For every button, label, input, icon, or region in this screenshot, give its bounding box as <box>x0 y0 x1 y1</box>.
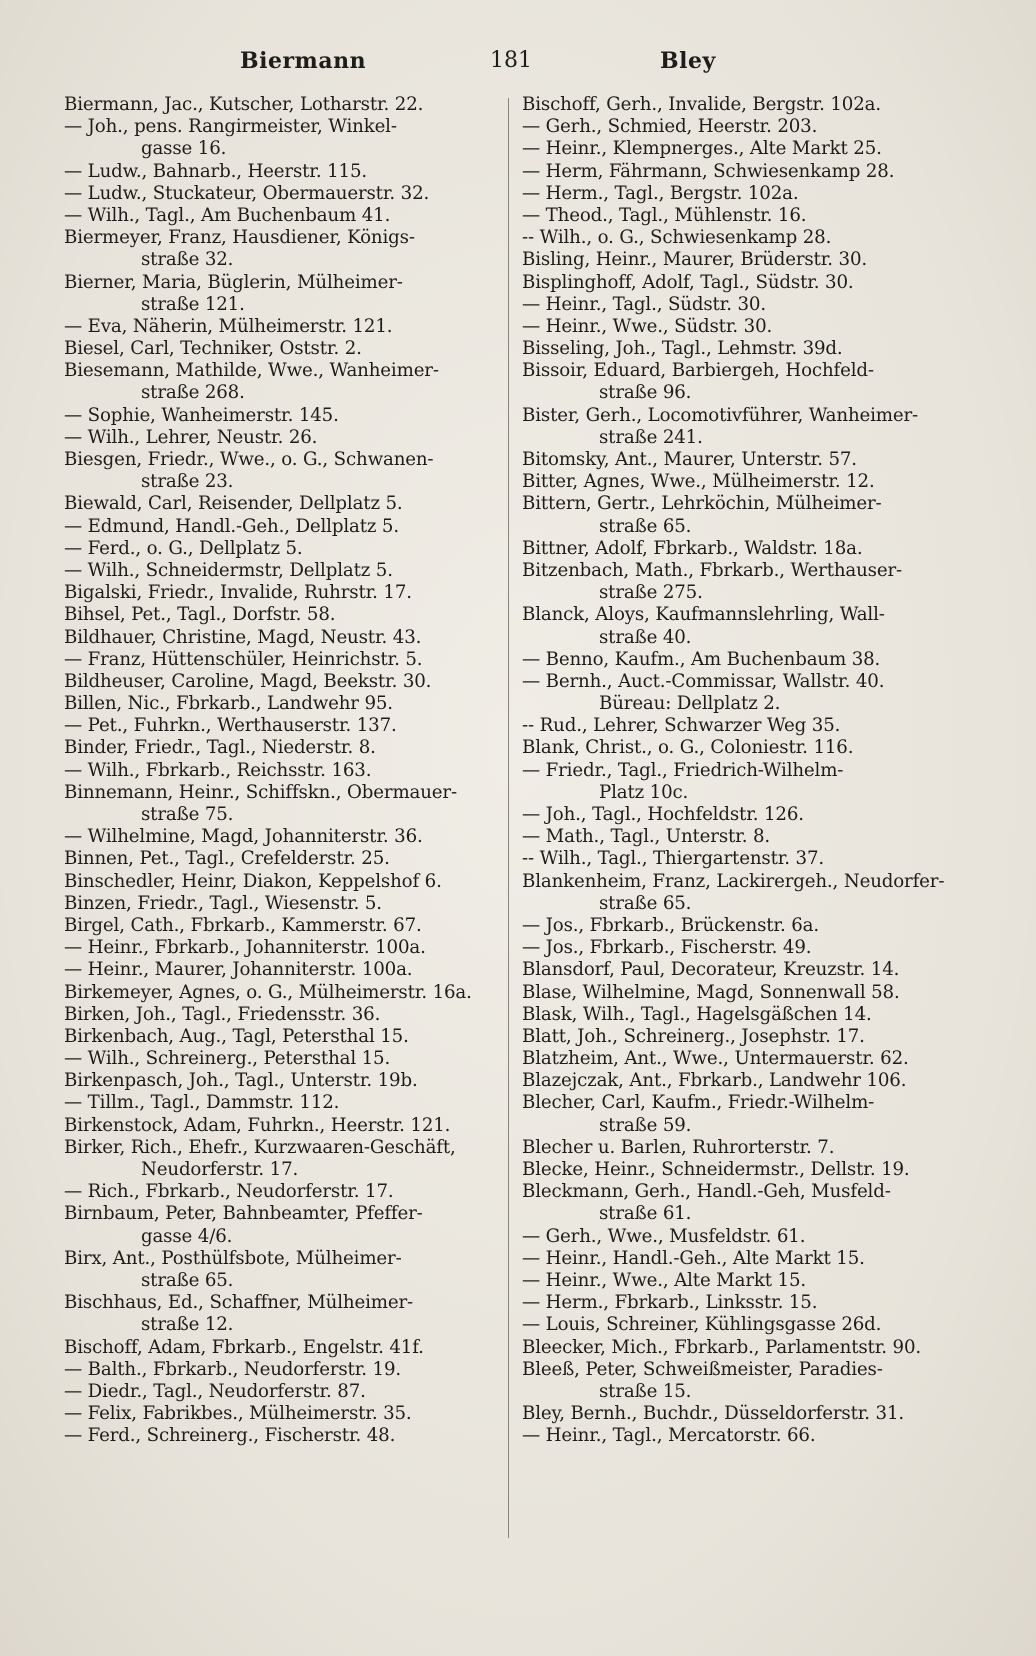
directory-entry-line: -- Wilh., o. G., Schwiesenkamp 28. <box>522 227 832 249</box>
directory-entry-line: Blatzheim, Ant., Wwe., Untermauerstr. 62. <box>522 1048 909 1070</box>
directory-entry-line: Blecher, Carl, Kaufm., Friedr.-Wilhelm- <box>522 1092 875 1114</box>
entry-continuation-line: straße 23. <box>141 471 234 493</box>
directory-entry-line: Bierner, Maria, Büglerin, Mülheimer- <box>64 271 403 293</box>
directory-entry-line: Bitter, Agnes, Wwe., Mülheimerstr. 12. <box>522 471 875 493</box>
directory-entry-line: — Ludw., Stuckateur, Obermauerstr. 32. <box>64 182 430 204</box>
directory-entry-line: Bigalski, Friedr., Invalide, Ruhrstr. 17. <box>64 582 412 604</box>
entry-continuation-line: straße 65. <box>599 515 692 537</box>
directory-entry-line: Biesgen, Friedr., Wwe., o. G., Schwanen- <box>64 449 434 470</box>
directory-entry-line: — Herm, Fährmann, Schwiesenkamp 28. <box>522 160 895 182</box>
directory-entry-line: Biermann, Jac., Kutscher, Lotharstr. 22. <box>64 94 424 115</box>
directory-entry-line: Bitomsky, Ant., Maurer, Unterstr. 57. <box>522 449 857 470</box>
directory-entry-line: — Heinr., Handl.-Geh., Alte Markt 15. <box>522 1247 865 1269</box>
directory-entry-line: Bittern, Gertr., Lehrköchin, Mülheimer- <box>522 493 882 515</box>
entry-continuation-line: straße 61. <box>599 1203 692 1225</box>
directory-entry-line: — Franz, Hüttenschüler, Heinrichstr. 5. <box>64 648 423 670</box>
entry-continuation-line: Neudorferstr. 17. <box>141 1159 299 1180</box>
directory-entry-line: — Wilhelmine, Magd, Johanniterstr. 36. <box>64 826 423 848</box>
directory-entry-line: Bleecker, Mich., Fbrkarb., Parlamentstr. 90. <box>522 1336 921 1358</box>
directory-entry-line: Blask, Wilh., Tagl., Hagelsgäßchen 14. <box>522 1003 872 1025</box>
directory-entry-line: — Joh., pens. Rangirmeister, Winkel- <box>64 116 397 138</box>
directory-entry-line: Birgel, Cath., Fbrkarb., Kammerstr. 67. <box>64 914 422 936</box>
directory-entry-line: Birkemeyer, Agnes, o. G., Mülheimerstr. 16a. <box>64 981 472 1003</box>
page-header <box>60 48 976 82</box>
directory-entry-line: Blecher u. Barlen, Ruhrorterstr. 7. <box>522 1136 835 1158</box>
entry-continuation-line: straße 75. <box>141 804 234 825</box>
directory-entry-line: — Heinr., Klempnerges., Alte Markt 25. <box>522 138 882 160</box>
directory-entry-line: Birker, Rich., Ehefr., Kurzwaaren-Geschäft, <box>64 1136 456 1158</box>
directory-entry-line: — Gerh., Schmied, Heerstr. 203. <box>522 116 818 138</box>
entry-continuation-line: straße 121. <box>141 293 245 315</box>
directory-entry-line: Bissoir, Eduard, Barbiergeh, Hochfeld- <box>522 360 874 382</box>
directory-entry-line: Bister, Gerh., Locomotivführer, Wanheimer- <box>522 404 919 426</box>
entry-continuation-line: straße 40. <box>599 626 692 648</box>
directory-entry-line: — Balth., Fbrkarb., Neudorferstr. 19. <box>64 1358 402 1380</box>
directory-entry-line: — Sophie, Wanheimerstr. 145. <box>64 404 339 426</box>
directory-entry-line: Binnen, Pet., Tagl., Crefelderstr. 25. <box>64 848 390 870</box>
directory-entry-line: — Heinr., Tagl., Südstr. 30. <box>522 293 766 315</box>
directory-entry-line: Biesel, Carl, Techniker, Oststr. 2. <box>64 338 362 360</box>
left-running-head: Biermann <box>240 48 367 74</box>
entry-continuation-line: gasse 4/6. <box>141 1225 233 1247</box>
directory-entry-line: Blecke, Heinr., Schneidermstr., Dellstr. 19. <box>522 1159 910 1180</box>
directory-entry-line: Bley, Bernh., Buchdr., Düsseldorferstr. 31. <box>522 1403 905 1425</box>
directory-entry-line: Bildhauer, Christine, Magd, Neustr. 43. <box>64 626 422 648</box>
directory-entry-line: Birken, Joh., Tagl., Friedensstr. 36. <box>64 1003 381 1025</box>
directory-entry-line: Bihsel, Pet., Tagl., Dorfstr. 58. <box>64 604 336 626</box>
directory-entry-line: — Herm., Fbrkarb., Linksstr. 15. <box>522 1292 818 1314</box>
directory-entry-line: — Diedr., Tagl., Neudorferstr. 87. <box>64 1380 366 1402</box>
directory-entry-line: — Friedr., Tagl., Friedrich-Wilhelm- <box>522 759 844 781</box>
entry-continuation-line: straße 96. <box>599 382 692 404</box>
directory-entry-line: Bisplinghoff, Adolf, Tagl., Südstr. 30. <box>522 271 854 293</box>
right-column <box>522 94 956 1447</box>
directory-entry-line: Blase, Wilhelmine, Magd, Sonnenwall 58. <box>522 981 900 1003</box>
directory-entry-line: Biesemann, Mathilde, Wwe., Wanheimer- <box>64 360 439 382</box>
directory-entry-line: Bildheuser, Caroline, Magd, Beekstr. 30. <box>64 670 432 692</box>
directory-entry-line: Birx, Ant., Posthülfsbote, Mülheimer- <box>64 1247 402 1269</box>
directory-entry-line: Bischhaus, Ed., Schaffner, Mülheimer- <box>64 1292 413 1314</box>
directory-entry-line: Blazejczak, Ant., Fbrkarb., Landwehr 106. <box>522 1070 907 1092</box>
directory-entry-line: Blanck, Aloys, Kaufmannslehrling, Wall- <box>522 604 885 626</box>
directory-entry-line: Birkenpasch, Joh., Tagl., Unterstr. 19b. <box>64 1070 418 1092</box>
directory-entry-line: Binder, Friedr., Tagl., Niederstr. 8. <box>64 737 376 759</box>
directory-entry-line: Birkenstock, Adam, Fuhrkn., Heerstr. 121. <box>64 1114 451 1136</box>
directory-entry-line: Binzen, Friedr., Tagl., Wiesenstr. 5. <box>64 892 382 914</box>
entry-continuation-line: straße 15. <box>599 1380 692 1402</box>
right-running-head: Bley <box>660 48 716 74</box>
directory-entry-line: Binnemann, Heinr., Schiffskn., Obermauer- <box>64 781 457 803</box>
directory-entry-line: — Heinr., Fbrkarb., Johanniterstr. 100a. <box>64 937 426 959</box>
entry-continuation-line: straße 32. <box>141 249 234 271</box>
directory-entry-line: — Felix, Fabrikbes., Mülheimerstr. 35. <box>64 1403 412 1425</box>
directory-entry-line: Bittner, Adolf, Fbrkarb., Waldstr. 18a. <box>522 537 863 559</box>
directory-entry-line: -- Rud., Lehrer, Schwarzer Weg 35. <box>522 715 841 737</box>
directory-entry-line: — Heinr., Wwe., Alte Markt 15. <box>522 1269 807 1291</box>
directory-entry-line: — Heinr., Maurer, Johanniterstr. 100a. <box>64 959 413 981</box>
directory-entry-line: Blank, Christ., o. G., Coloniestr. 116. <box>522 737 854 759</box>
directory-entry-line: Blatt, Joh., Schreinerg., Josephstr. 17. <box>522 1025 865 1047</box>
directory-entry-line: Blankenheim, Franz, Lackirergeh., Neudorfer- <box>522 870 945 892</box>
entry-continuation-line: Büreau: Dellplatz 2. <box>599 693 781 715</box>
directory-entry-line: — Edmund, Handl.-Geh., Dellplatz 5. <box>64 515 399 537</box>
directory-entry-line: -- Wilh., Tagl., Thiergartenstr. 37. <box>522 848 825 870</box>
directory-entry-line: — Heinr., Wwe., Südstr. 30. <box>522 315 773 337</box>
directory-entry-line: — Wilh., Tagl., Am Buchenbaum 41. <box>64 204 391 226</box>
directory-entry-line: — Wilh., Fbrkarb., Reichsstr. 163. <box>64 759 372 781</box>
directory-entry-line: Binschedler, Heinr, Diakon, Keppelshof 6. <box>64 870 442 892</box>
directory-entry-line: — Benno, Kaufm., Am Buchenbaum 38. <box>522 648 881 670</box>
directory-entry-line: Bitzenbach, Math., Fbrkarb., Werthauser- <box>522 559 903 581</box>
page-number: 181 <box>490 48 532 73</box>
directory-entry-line: Bisling, Heinr., Maurer, Brüderstr. 30. <box>522 249 868 271</box>
directory-entry-line: — Jos., Fbrkarb., Fischerstr. 49. <box>522 937 812 959</box>
directory-entry-line: — Rich., Fbrkarb., Neudorferstr. 17. <box>64 1181 394 1203</box>
directory-entry-line: Biewald, Carl, Reisender, Dellplatz 5. <box>64 493 403 515</box>
directory-entry-line: — Tillm., Tagl., Dammstr. 112. <box>64 1092 340 1114</box>
directory-entry-line: — Ferd., Schreinerg., Fischerstr. 48. <box>64 1425 396 1447</box>
directory-entry-line: — Heinr., Tagl., Mercatorstr. 66. <box>522 1425 816 1447</box>
directory-entry-line: — Wilh., Schreinerg., Petersthal 15. <box>64 1048 391 1070</box>
directory-entry-line: — Eva, Näherin, Mülheimerstr. 121. <box>64 315 393 337</box>
directory-entry-line: Blansdorf, Paul, Decorateur, Kreuzstr. 14. <box>522 959 900 981</box>
directory-entry-line: Birnbaum, Peter, Bahnbeamter, Pfeffer- <box>64 1203 423 1225</box>
directory-entry-line: — Gerh., Wwe., Musfeldstr. 61. <box>522 1225 806 1247</box>
directory-entry-line: Bischoff, Adam, Fbrkarb., Engelstr. 41f. <box>64 1336 424 1358</box>
directory-entry-line: — Louis, Schreiner, Kühlingsgasse 26d. <box>522 1314 882 1336</box>
directory-entry-line: — Ludw., Bahnarb., Heerstr. 115. <box>64 160 367 182</box>
entry-continuation-line: straße 59. <box>599 1114 692 1136</box>
directory-entry-line: — Joh., Tagl., Hochfeldstr. 126. <box>522 804 804 825</box>
directory-entry-line: — Pet., Fuhrkn., Werthauserstr. 137. <box>64 715 397 737</box>
directory-entry-line: — Math., Tagl., Unterstr. 8. <box>522 826 771 848</box>
directory-entry-line: Bischoff, Gerh., Invalide, Bergstr. 102a. <box>522 94 881 115</box>
directory-entry-line: — Theod., Tagl., Mühlenstr. 16. <box>522 204 807 226</box>
entry-continuation-line: straße 268. <box>141 382 245 404</box>
entry-continuation-line: straße 241. <box>599 426 703 448</box>
directory-entry-line: Birkenbach, Aug., Tagl, Petersthal 15. <box>64 1025 409 1047</box>
column-divider <box>508 98 509 1538</box>
directory-entry-line: Biermeyer, Franz, Hausdiener, Königs- <box>64 227 415 249</box>
directory-entry-line: — Jos., Fbrkarb., Brückenstr. 6a. <box>522 914 819 936</box>
directory-entry-line: — Bernh., Auct.-Commissar, Wallstr. 40. <box>522 670 885 692</box>
entry-continuation-line: Platz 10c. <box>599 781 689 803</box>
directory-entry-line: — Ferd., o. G., Dellplatz 5. <box>64 537 303 559</box>
entry-continuation-line: straße 65. <box>599 892 692 914</box>
directory-entry-line: Bleeß, Peter, Schweißmeister, Paradies- <box>522 1358 883 1380</box>
entry-continuation-line: straße 65. <box>141 1269 234 1291</box>
directory-entry-line: Bleckmann, Gerh., Handl.-Geh, Musfeld- <box>522 1181 891 1203</box>
entry-continuation-line: straße 275. <box>599 582 703 604</box>
entry-continuation-line: gasse 16. <box>141 138 227 160</box>
left-column <box>64 94 498 1447</box>
entry-continuation-line: straße 12. <box>141 1314 234 1336</box>
directory-entry-line: — Herm., Tagl., Bergstr. 102a. <box>522 182 799 204</box>
directory-entry-line: — Wilh., Lehrer, Neustr. 26. <box>64 426 318 448</box>
directory-entry-line: Billen, Nic., Fbrkarb., Landwehr 95. <box>64 693 393 715</box>
directory-entry-line: Bisseling, Joh., Tagl., Lehmstr. 39d. <box>522 338 843 360</box>
directory-entry-line: — Wilh., Schneidermstr, Dellplatz 5. <box>64 559 393 581</box>
